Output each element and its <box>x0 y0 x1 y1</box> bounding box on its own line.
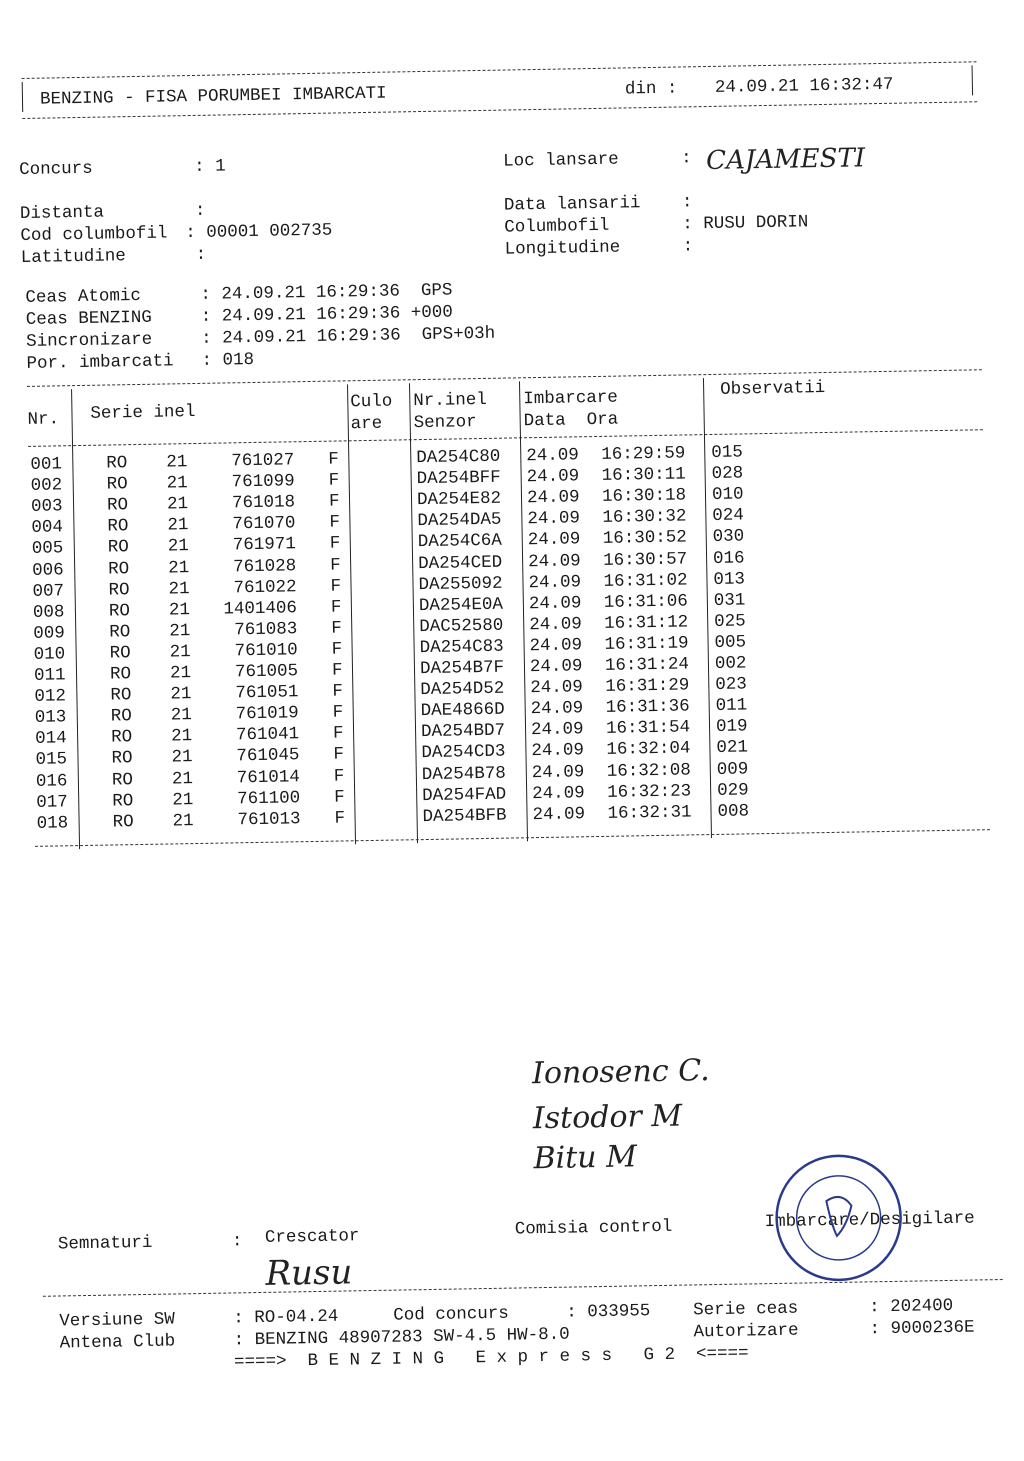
autorizare-value: : 9000236E <box>869 1317 975 1340</box>
cell-date: 24.09 <box>531 761 585 783</box>
latitudine-value: : <box>195 244 207 265</box>
cell-country: RO <box>111 748 133 769</box>
cell-year: 21 <box>170 705 192 726</box>
cell-sex: F <box>332 723 344 744</box>
cell-sex: F <box>330 597 342 618</box>
columbofil-label: Columbofil <box>504 215 610 238</box>
cell-ring: 761971 <box>232 534 296 556</box>
cell-ring: 761019 <box>235 703 299 725</box>
cell-ring: 761027 <box>231 450 295 472</box>
cod-concurs-value: : 033955 <box>566 1301 651 1323</box>
cell-time: 16:32:23 <box>606 780 692 803</box>
cell-sex: F <box>331 660 343 681</box>
distanta-value: : <box>194 200 206 221</box>
cell-date: 24.09 <box>530 698 584 720</box>
cod-concurs-label: Cod concurs <box>393 1303 509 1326</box>
cell-obs: 025 <box>714 611 746 632</box>
document-title: BENZING - FISA PORUMBEI IMBARCATI <box>39 83 387 110</box>
cell-obs: 011 <box>715 695 748 717</box>
cell-sensor: DA254BFF <box>416 467 501 490</box>
cell-sensor: DA254B7F <box>419 657 505 680</box>
cell-date: 24.09 <box>528 592 582 614</box>
cell-time: 16:32:08 <box>606 759 691 782</box>
cell-time: 16:30:18 <box>601 485 687 508</box>
cell-obs: 005 <box>714 632 747 653</box>
cell-date: 24.09 <box>532 803 586 825</box>
clock-label: Ceas Atomic <box>25 285 142 308</box>
cell-nr: 008 <box>32 601 65 623</box>
cell-sex: F <box>330 576 342 597</box>
cell-nr: 011 <box>33 665 66 686</box>
cell-year: 21 <box>166 452 188 473</box>
cell-nr: 017 <box>36 791 68 813</box>
cell-sensor: DA254E0A <box>418 594 504 616</box>
cell-ring: 761083 <box>234 619 298 641</box>
cell-nr: 010 <box>33 644 66 665</box>
divider <box>35 829 990 847</box>
loc-sep: : <box>680 148 692 169</box>
cell-date: 24.09 <box>527 529 581 551</box>
col-culoare-2: are <box>350 413 383 435</box>
clock-value: : 018 <box>201 349 255 371</box>
cell-sex: F <box>332 681 344 702</box>
cell-time: 16:29:59 <box>601 443 686 465</box>
benzing-banner: ====> B E N Z I N G E x p r e s s G 2 <==== <box>233 1343 749 1373</box>
cell-ring: 761014 <box>236 766 301 788</box>
autorizare-label: Autorizare <box>693 1320 799 1343</box>
cell-obs: 019 <box>715 716 748 738</box>
cell-country: RO <box>107 537 130 558</box>
cell-sex: F <box>329 533 341 555</box>
antena-label: Antena Club <box>59 1331 176 1354</box>
cell-country: RO <box>106 474 128 495</box>
cell-time: 16:31:12 <box>604 612 689 634</box>
handwritten-signature: Istodor M <box>532 1098 683 1137</box>
cell-time: 16:31:29 <box>605 675 690 697</box>
cell-country: RO <box>108 558 130 580</box>
cell-year: 21 <box>171 768 194 789</box>
loc-value-handwritten: CAJAMESTI <box>705 143 866 177</box>
cell-obs: 029 <box>716 779 749 801</box>
cell-sex: F <box>328 449 340 470</box>
data-lansarii-label: Data lansarii <box>503 193 641 216</box>
crescator-label: Crescator <box>264 1226 360 1248</box>
comisia-label: Comisia control <box>514 1216 673 1240</box>
clock-label: Sincronizare <box>26 329 153 352</box>
cell-obs: 031 <box>713 590 746 611</box>
longitudine-value: : <box>682 236 694 257</box>
imbarcare-label: Imbarcare/Desigilare <box>764 1208 975 1233</box>
cell-date: 24.09 <box>527 550 581 572</box>
cell-sensor: DA254CD3 <box>421 742 506 764</box>
cell-nr: 007 <box>32 580 65 602</box>
cell-obs: 008 <box>717 801 750 822</box>
cell-obs: 016 <box>712 547 745 569</box>
col-sep <box>347 384 356 844</box>
cell-ring: 761022 <box>233 576 297 598</box>
cell-year: 21 <box>170 684 192 705</box>
handwritten-signature: Ionosenc C. <box>531 1053 710 1092</box>
cell-sex: F <box>333 744 345 766</box>
data-lansarii-value: : <box>681 192 693 213</box>
cell-ring: 761018 <box>231 492 296 514</box>
cell-nr: 002 <box>30 475 63 496</box>
cell-sensor: DAC52580 <box>419 615 504 637</box>
cell-time: 16:31:19 <box>604 633 689 655</box>
cell-country: RO <box>106 453 128 474</box>
cell-nr: 009 <box>33 623 66 644</box>
divider <box>28 429 983 447</box>
cell-sensor: DA254DA5 <box>417 509 502 532</box>
cell-nr: 016 <box>35 770 68 792</box>
cell-sex: F <box>333 765 345 787</box>
date-label: din : <box>624 78 678 100</box>
cell-year: 21 <box>166 494 189 515</box>
cell-sensor: DA254C80 <box>416 446 501 469</box>
cell-country: RO <box>109 621 131 643</box>
cell-ring: 761045 <box>236 745 300 767</box>
cell-country: RO <box>111 769 134 790</box>
cell-date: 24.09 <box>526 445 579 467</box>
cell-country: RO <box>110 727 133 748</box>
cell-date: 24.09 <box>531 740 585 762</box>
cell-time: 16:31:06 <box>603 591 689 613</box>
cell-country: RO <box>110 685 132 706</box>
cell-nr: 013 <box>34 707 67 729</box>
cell-ring: 761010 <box>234 640 298 662</box>
col-sep <box>71 389 80 849</box>
cell-ring: 1401406 <box>223 597 298 620</box>
concurs-label: Concurs <box>19 158 93 181</box>
cell-ring: 761070 <box>232 513 296 535</box>
col-nr: Nr. <box>27 409 60 430</box>
cell-country: RO <box>112 811 134 833</box>
cell-sensor: DA254FAD <box>422 784 507 806</box>
cell-time: 16:31:36 <box>605 696 690 719</box>
cell-ring: 761100 <box>237 787 301 809</box>
cell-time: 16:32:04 <box>606 738 691 761</box>
cell-time: 16:30:52 <box>602 527 687 550</box>
cell-time: 16:31:02 <box>603 570 688 592</box>
cell-sex: F <box>334 787 345 808</box>
cell-time: 16:30:57 <box>602 548 688 571</box>
semnaturi-label: Semnaturi <box>57 1232 153 1255</box>
cell-time: 16:30:11 <box>601 464 686 486</box>
cell-year: 21 <box>168 599 191 621</box>
cell-nr: 004 <box>31 517 64 539</box>
cod-label: Cod columbofil <box>20 223 168 247</box>
cell-year: 21 <box>172 789 194 811</box>
cell-obs: 002 <box>714 653 747 674</box>
cell-sensor: DA255092 <box>418 573 503 595</box>
cell-obs: 028 <box>711 463 744 485</box>
longitudine-label: Longitudine <box>504 237 621 260</box>
col-data-ora: Data Ora <box>523 409 619 432</box>
cell-ring: 761005 <box>234 661 299 683</box>
cell-sex: F <box>328 470 340 491</box>
cell-country: RO <box>109 664 132 685</box>
cell-country: RO <box>108 600 131 622</box>
cell-country: RO <box>108 579 130 601</box>
cell-time: 16:31:54 <box>605 717 691 740</box>
cell-nr: 018 <box>36 812 69 834</box>
cell-date: 24.09 <box>532 782 585 804</box>
versiune-value: : RO-04.24 <box>233 1306 339 1329</box>
club-stamp <box>770 1150 907 1287</box>
cell-year: 21 <box>166 473 188 494</box>
cell-date: 24.09 <box>527 508 581 530</box>
cell-ring: 761028 <box>232 555 297 577</box>
cell-year: 21 <box>171 747 193 768</box>
col-inel: Nr.inel <box>413 389 487 412</box>
cell-country: RO <box>112 790 134 812</box>
divider <box>43 1279 1003 1297</box>
versiune-label: Versiune SW <box>59 1309 176 1332</box>
cell-sensor: DA254E82 <box>416 488 502 511</box>
cell-sex: F <box>329 554 341 576</box>
loc-label: Loc lansare <box>502 149 619 172</box>
cell-date: 24.09 <box>529 656 583 678</box>
cell-sex: F <box>332 702 344 723</box>
cell-ring: 761051 <box>235 682 299 704</box>
cell-date: 24.09 <box>530 677 584 699</box>
cell-date: 24.09 <box>528 571 582 593</box>
cell-country: RO <box>106 495 129 516</box>
cell-time: 16:31:24 <box>604 654 690 676</box>
cell-ring: 761099 <box>231 471 295 493</box>
cell-nr: 001 <box>30 454 63 475</box>
cell-obs: 009 <box>716 758 749 780</box>
cell-sex: F <box>331 639 343 660</box>
col-senzor: Senzor <box>413 412 477 434</box>
semnaturi-sep: : <box>231 1231 243 1252</box>
cell-sex: F <box>328 491 340 512</box>
antena-value: : BENZING 48907283 SW-4.5 HW-8.0 <box>233 1324 570 1351</box>
handwritten-signature: Bitu M <box>533 1139 638 1177</box>
cell-obs: 024 <box>712 505 745 527</box>
clock-label: Ceas BENZING <box>25 307 153 330</box>
cell-ring: 761013 <box>237 808 301 830</box>
cell-year: 21 <box>170 726 193 747</box>
cell-country: RO <box>110 706 132 727</box>
concurs-value: : 1 <box>194 156 226 177</box>
cell-sex: F <box>331 618 342 639</box>
cell-sex: F <box>329 512 341 533</box>
cell-sensor: DA254BFB <box>422 805 507 827</box>
border <box>22 82 24 112</box>
cell-nr: 012 <box>34 686 67 707</box>
cell-sensor: DA254C83 <box>419 636 504 658</box>
cell-nr: 014 <box>34 728 67 750</box>
latitudine-label: Latitudine <box>20 246 126 269</box>
cell-nr: 015 <box>35 749 68 771</box>
cell-year: 21 <box>172 810 194 832</box>
crescator-signature: Rusu <box>265 1252 353 1294</box>
cell-obs: 015 <box>711 442 743 463</box>
cell-sensor: DA254B78 <box>421 763 507 785</box>
distanta-label: Distanta <box>19 202 105 225</box>
cell-date: 24.09 <box>530 719 584 741</box>
cod-value: : 00001 002735 <box>185 220 333 244</box>
cell-sensor: DA254D52 <box>420 678 505 701</box>
cell-obs: 021 <box>716 737 749 759</box>
cell-nr: 003 <box>30 496 63 518</box>
cell-date: 24.09 <box>529 614 582 635</box>
col-serie: Serie inel <box>90 401 196 424</box>
cell-year: 21 <box>169 641 191 663</box>
clock-value: : 24.09.21 16:29:36 GPS <box>200 280 453 305</box>
cell-year: 21 <box>169 620 191 642</box>
clock-value: : 24.09.21 16:29:36 GPS+03h <box>201 323 496 349</box>
cell-ring: 761041 <box>235 724 300 746</box>
cell-date: 24.09 <box>529 635 583 657</box>
cell-obs: 010 <box>711 484 744 506</box>
cell-year: 21 <box>167 536 190 557</box>
clock-value: : 24.09.21 16:29:36 +000 <box>200 302 453 327</box>
cell-sensor: DA254CED <box>417 552 503 574</box>
cell-obs: 023 <box>715 674 748 696</box>
cell-time: 16:32:31 <box>607 802 692 824</box>
cell-time: 16:30:32 <box>602 506 687 529</box>
cell-sensor: DAE4866D <box>420 699 505 722</box>
cell-year: 21 <box>167 515 189 536</box>
cell-sensor: DA254BD7 <box>420 720 506 743</box>
border <box>972 65 974 95</box>
cell-sex: F <box>334 808 346 829</box>
cell-date: 24.09 <box>526 466 580 488</box>
col-culoare: Culo <box>350 391 393 413</box>
cell-date: 24.09 <box>526 487 580 509</box>
cell-nr: 006 <box>32 559 64 581</box>
clock-label: Por. imbarcati <box>26 351 174 374</box>
columbofil-value: : RUSU DORIN <box>682 212 809 235</box>
cell-nr: 005 <box>31 538 64 560</box>
serie-ceas-label: Serie ceas <box>693 1298 799 1321</box>
col-observatii: Observatii <box>719 377 826 400</box>
cell-year: 21 <box>169 663 192 684</box>
serie-ceas-value: : 202400 <box>869 1295 954 1318</box>
cell-sensor: DA254C6A <box>417 531 502 553</box>
cell-year: 21 <box>168 557 190 578</box>
print-datetime: 24.09.21 16:32:47 <box>714 74 894 98</box>
cell-year: 21 <box>168 578 190 600</box>
col-imbarcare: Imbarcare <box>523 387 618 410</box>
cell-obs: 013 <box>713 569 746 590</box>
cell-country: RO <box>109 643 131 664</box>
cell-country: RO <box>107 516 129 537</box>
divider <box>27 369 982 387</box>
cell-obs: 030 <box>712 526 745 548</box>
